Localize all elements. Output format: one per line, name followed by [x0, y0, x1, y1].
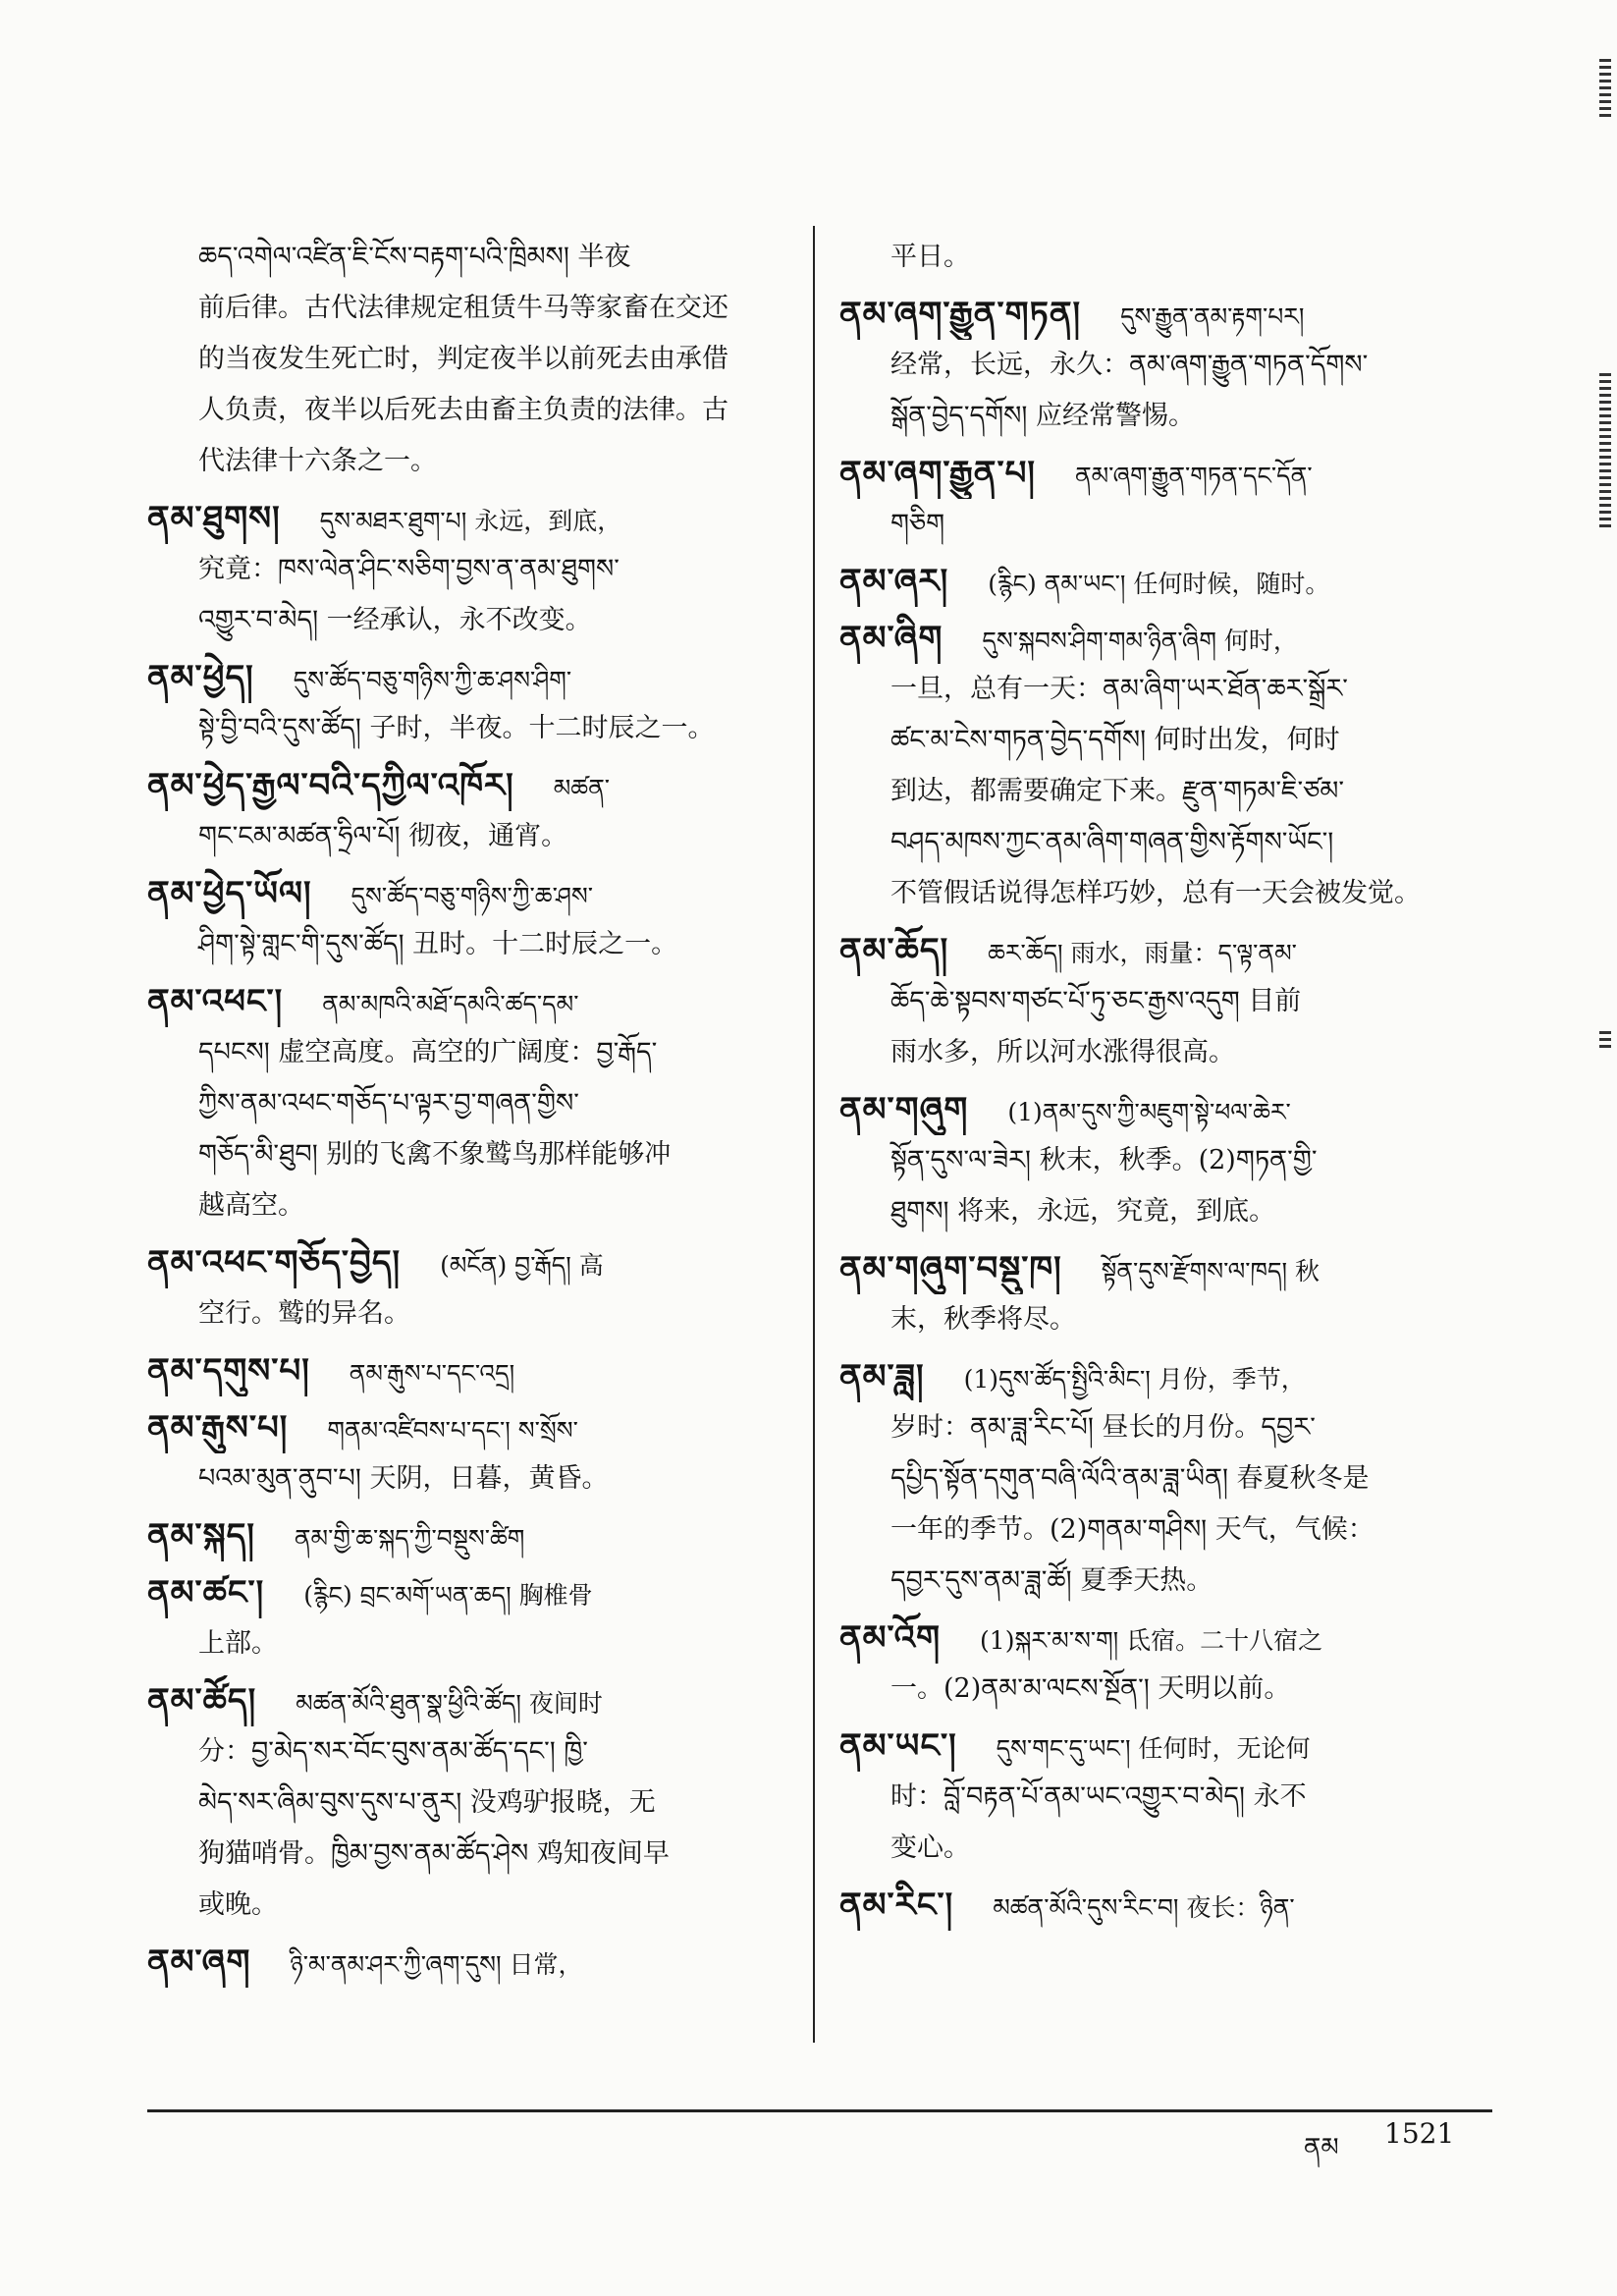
- entry-line: [147, 976, 795, 1027]
- definition-text: 变心。: [890, 1832, 970, 1863]
- entry-line: [147, 1180, 795, 1231]
- headword: ནམ་ཞར།: [839, 562, 949, 601]
- entry-line: [839, 1402, 1487, 1453]
- headword: ནམ་ཚང་།: [147, 1573, 265, 1613]
- definition-text: 一年的季节。(2)གནམ་གཤིས། 天气，气候：: [890, 1514, 1374, 1545]
- entry-line: [839, 1243, 1487, 1294]
- headword: ནམ་ཆོད།: [839, 931, 949, 970]
- entry-line: [839, 1556, 1487, 1607]
- definition-text: བཤད་མཁས་ཀྱང་ནམ་ཞིག་གཞན་གྱིས་རྟོགས་ཡོང་།: [890, 827, 1334, 857]
- headword: ནམ་ཞག་རྒྱུན་གཏན།: [839, 295, 1082, 334]
- definition-text: 上部。: [198, 1628, 278, 1659]
- entry-line: [839, 391, 1487, 442]
- entry-line: [147, 232, 795, 283]
- scan-edge-mark: [1599, 59, 1611, 118]
- definition-text: ཆོད་ཆེ་སྟབས་གཙང་པོ་ཏུ་ཅང་རྒྱས་འདུག 目前: [890, 986, 1302, 1016]
- entry-line: [839, 766, 1487, 817]
- running-head-word: ནམ: [1304, 2133, 1339, 2162]
- definition-text: ཚང་མ་ངེས་གཏན་བྱེད་དགོས། 何时出发，何时: [890, 725, 1340, 755]
- entry-line: [839, 340, 1487, 391]
- entry-line: [147, 1510, 795, 1561]
- definition-text: གཅིག: [890, 509, 945, 539]
- dictionary-entry: [839, 289, 1487, 442]
- definition-text: དུས་ཚོད་བཅུ་གཉིས་ཀྱི་ཆ་ཤས་: [350, 882, 593, 910]
- definition-text: 经常，长远，永久：ནམ་ཞག་རྒྱུན་གཏན་དོགས་: [890, 350, 1369, 380]
- headword: ནམ་ཞིག: [839, 619, 943, 658]
- definition-text: ཉི་མ་ནམ་ཤར་ཀྱི་ཞག་དུས། 日常，: [290, 1950, 583, 1979]
- entry-line: [147, 1777, 795, 1829]
- headword: ནམ་ཕྱེད་རྒྱལ་བའི་དཀྱིལ་འཁོར།: [147, 766, 514, 805]
- entry-line: [839, 664, 1487, 715]
- entry-line: [147, 334, 795, 385]
- headword: ནམ་རྒུས་པ།: [147, 1408, 289, 1448]
- entry-line: [147, 652, 795, 703]
- definition-text: 时：བློ་བརྟན་པོ་ནམ་ཡང་འགྱུར་བ་མེད། 永不: [890, 1781, 1307, 1812]
- definition-text: (མངོན) བྱ་རྒོད། 高: [440, 1251, 604, 1280]
- definition-text: 一旦，总有一天：ནམ་ཞིག་ཡར་ཐོན་ཆར་སྒྲོར་: [890, 674, 1348, 704]
- definition-text: དཔྱིད་སྟོན་དགུན་བཞི་ལོའི་ནམ་ཟླ་ཡིན། 春夏秋冬是: [890, 1463, 1370, 1494]
- definition-text: པའམ་མུན་ནུབ་པ། 天阴，日暮，黄昏。: [198, 1463, 609, 1494]
- entry-line: [839, 556, 1487, 607]
- definition-text: ཆར་ཆོད། 雨水，雨量：ད་ལྟ་ནམ་: [988, 939, 1297, 967]
- entry-line: [839, 1453, 1487, 1504]
- entry-line: [839, 1504, 1487, 1556]
- entry-line: [839, 1294, 1487, 1345]
- entry-line: [147, 1129, 795, 1180]
- definition-text: 前后律。古代法律规定租赁牛马等家畜在交还: [198, 293, 728, 323]
- headword: ནམ་འོག: [839, 1618, 942, 1658]
- entry-line: [147, 1726, 795, 1777]
- headword: ནམ་ཡང་།: [839, 1726, 957, 1766]
- entry-line: [839, 817, 1487, 868]
- definition-text: 末，秋季将尽。: [890, 1304, 1076, 1335]
- entry-line: [147, 1880, 795, 1931]
- entry-line: [147, 544, 795, 595]
- entry-line: [839, 1027, 1487, 1078]
- entry-line: [839, 1721, 1487, 1772]
- headword: ནམ་ཞག་རྒྱུན་པ།: [839, 454, 1036, 493]
- definition-text: འགྱུར་བ་མེད། 一经承认，永不改变。: [198, 605, 592, 635]
- entry-line: [147, 760, 795, 811]
- entry-line: [839, 448, 1487, 499]
- headword: ནམ་འཕང་གཅོད་བྱེད།: [147, 1243, 402, 1283]
- entry-line: [839, 1880, 1487, 1931]
- definition-text: 狗猫哨骨。ཁྱིམ་བྱས་ནམ་ཚོད་ཤེས 鸡知夜间早: [198, 1838, 670, 1869]
- dictionary-entry: [147, 1345, 795, 1396]
- definition-text: དུས་ཚོད་བཅུ་གཉིས་ཀྱི་ཆ་ཤས་ཤིག་: [293, 666, 572, 694]
- entry-line: [147, 493, 795, 544]
- entry-line: [147, 385, 795, 436]
- definition-text: 平日。: [890, 242, 970, 272]
- definition-text: 一。(2)ནམ་མ་ལངས་སྔོན་། 天明以前。: [890, 1673, 1291, 1704]
- dictionary-entry: [147, 1510, 795, 1561]
- definition-text: དུས་སྐབས་ཤིག་གམ་ཉིན་ཞིག 何时，: [982, 627, 1298, 655]
- dictionary-entry: [839, 1880, 1487, 1931]
- dictionary-entry: [147, 976, 795, 1231]
- definition-text: སྟེ་བྱི་བའི་དུས་ཚོད། 子时，半夜。十二时辰之一。: [198, 713, 715, 743]
- dictionary-entry: [839, 232, 1487, 283]
- definition-text: མཚན་མོའི་དུས་རིང་བ། 夜长：ཉིན་: [993, 1893, 1295, 1922]
- definition-text: ཐུགས། 将来，永远，究竟，到底。: [890, 1196, 1276, 1227]
- left-column: [147, 226, 795, 1988]
- definition-text: 人负责，夜半以后死去由畜主负责的法律。古: [198, 395, 728, 425]
- dictionary-entry: [147, 493, 795, 646]
- definition-text: 不管假话说得怎样巧妙，总有一天会被发觉。: [890, 878, 1421, 908]
- definition-text: དུས་རྒྱུན་ནམ་རྟག་པར།: [1120, 302, 1305, 331]
- footer-rule: [147, 2109, 1492, 2112]
- headword: ནམ་གཞུག: [839, 1090, 969, 1129]
- definition-text: མེད་སར་ཞིམ་བུས་དུས་པ་ནུར། 没鸡驴报晓，无: [198, 1787, 656, 1818]
- headword: ནམ་ཚོད།: [147, 1681, 257, 1721]
- definition-text: མཚན་: [553, 774, 611, 802]
- entry-line: [839, 1772, 1487, 1823]
- entry-line: [147, 919, 795, 970]
- headword: ནམ་ཞག: [147, 1942, 251, 1982]
- definition-text: 究竟：ཁས་ལེན་ཤིང་སཅིག་བྱས་ན་ནམ་ཐུགས་: [198, 554, 620, 584]
- definition-text: 分：བྱ་མེད་སར་བོང་བུས་ནམ་ཚོད་དང་། ཁྱི་: [198, 1736, 588, 1767]
- entry-line: [839, 499, 1487, 550]
- entry-line: [147, 703, 795, 754]
- entry-line: [147, 1618, 795, 1669]
- scan-edge-mark: [1599, 373, 1611, 530]
- headword: ནམ་རིང་།: [839, 1886, 954, 1925]
- definition-text: ཆད་འགེལ་འཛིན་ཇི་ངོས་བརྟག་པའི་ཁྲིམས། 半夜: [198, 242, 631, 272]
- definition-text: 岁时：ནམ་ཟླ་རིང་པོ། 昼长的月份。དབྱར་: [890, 1412, 1316, 1443]
- entry-line: [839, 976, 1487, 1027]
- definition-text: 代法律十六条之一。: [198, 446, 437, 476]
- dictionary-entry: [839, 925, 1487, 1078]
- dictionary-entry: [147, 1937, 795, 1988]
- entry-line: [839, 232, 1487, 283]
- dictionary-entry: [147, 1237, 795, 1339]
- entry-line: [147, 868, 795, 919]
- dictionary-entry: [839, 1243, 1487, 1345]
- entry-line: [147, 1402, 795, 1453]
- entry-line: [839, 925, 1487, 976]
- headword: ནམ་ཕྱེད་ཡོལ།: [147, 874, 312, 913]
- definition-text: 雨水多，所以河水涨得很高。: [890, 1037, 1235, 1067]
- headword: ནམ་སྐད།: [147, 1516, 255, 1556]
- definition-text: སྒོན་བྱེད་དགོས། 应经常警惕。: [890, 401, 1195, 431]
- scan-edge-mark: [1599, 1031, 1611, 1051]
- dictionary-entry: [147, 868, 795, 970]
- definition-text: (1)དུས་ཚོད་སྤྱིའི་མིང་། 月份，季节，: [963, 1365, 1306, 1394]
- entry-line: [839, 289, 1487, 340]
- definition-text: དབྱར་དུས་ནམ་ཟླ་ཚོ། 夏季天热。: [890, 1565, 1213, 1596]
- entry-line: [147, 595, 795, 646]
- dictionary-entry: [839, 1351, 1487, 1607]
- entry-line: [147, 811, 795, 862]
- definition-text: (རྙིང) བྲང་མགོ་ཡན་ཆད། 胸椎骨: [303, 1581, 593, 1610]
- entry-line: [147, 1567, 795, 1618]
- dictionary-entry: [147, 760, 795, 862]
- definition-text: གཅོད་མི་ཐུབ། 别的飞禽不象鹫鸟那样能够冲: [198, 1139, 672, 1170]
- definition-text: དུས་མཐར་ཐུག་པ། 永远，到底，: [319, 507, 622, 535]
- entry-line: [839, 1351, 1487, 1402]
- entry-line: [839, 868, 1487, 919]
- headword: ནམ་དགུས་པ།: [147, 1351, 310, 1391]
- dictionary-entry: [147, 652, 795, 754]
- headword: ནམ་གཞུག་བསྡུ་ཁ།: [839, 1249, 1062, 1288]
- definition-text: གང་ངམ་མཚན་ཧྲིལ་པོ། 彻夜，通宵。: [198, 821, 568, 851]
- dictionary-entry: [839, 556, 1487, 607]
- entry-line: [147, 436, 795, 487]
- entry-line: [839, 1664, 1487, 1715]
- definition-text: (1)སྐར་མ་ས་ག། 氐宿。二十八宿之: [980, 1626, 1323, 1655]
- headword: ནམ་ཟླ།: [839, 1357, 925, 1396]
- dictionary-entry: [839, 1721, 1487, 1874]
- entry-line: [147, 1829, 795, 1880]
- definition-text: མཚན་མོའི་ཐུན་སྣ་ཕྱིའི་ཚོད། 夜间时: [296, 1689, 603, 1718]
- definition-text: 或晚。: [198, 1889, 278, 1920]
- entry-line: [147, 283, 795, 334]
- entry-line: [147, 1078, 795, 1129]
- definition-text: སྟོན་དུས་ལ་ཟེར། 秋末，秋季。(2)གཏན་གྱི་: [890, 1145, 1318, 1175]
- definition-text: 到达，都需要确定下来。རྫུན་གཏམ་ཇི་ཙམ་: [890, 776, 1344, 806]
- entry-line: [839, 1613, 1487, 1664]
- entry-line: [839, 1135, 1487, 1186]
- dictionary-entry: [147, 1675, 795, 1931]
- entry-line: [147, 1345, 795, 1396]
- entry-line: [839, 715, 1487, 766]
- headword: ནམ་ཕྱེད།: [147, 658, 254, 697]
- entry-line: [147, 1937, 795, 1988]
- definition-text: ཀྱིས་ནམ་འཕང་གཅོད་པ་ལྟར་བྱ་གཞན་གྱིས་: [198, 1088, 579, 1119]
- dictionary-entry: [147, 232, 795, 487]
- definition-text: 空行。鹫的异名。: [198, 1298, 410, 1329]
- column-divider: [813, 226, 815, 2043]
- entry-line: [839, 1823, 1487, 1874]
- definition-text: (1)ནམ་དུས་ཀྱི་མཇུག་སྟེ་ཕལ་ཆེར་: [1007, 1098, 1291, 1126]
- dictionary-entry: [147, 1567, 795, 1669]
- definition-text: ཤིག་སྟེ་གླང་གི་དུས་ཚོད། 丑时。十二时辰之一。: [198, 929, 678, 959]
- definition-text: ནམ་ཞག་རྒྱུན་གཏན་དང་དོན་: [1074, 462, 1313, 490]
- entry-line: [147, 1453, 795, 1504]
- definition-text: 的当夜发生死亡时，判定夜半以前死去由承借: [198, 344, 728, 374]
- definition-text: (རྙིང) ནམ་ཡང་། 任何时候，随时。: [988, 570, 1330, 598]
- entry-line: [147, 1675, 795, 1726]
- right-column: [839, 226, 1487, 1931]
- headword: ནམ་འཕང་།: [147, 982, 284, 1021]
- entry-line: [147, 1288, 795, 1339]
- headword: ནམ་ཐུགས།: [147, 499, 281, 538]
- dictionary-entry: [147, 1402, 795, 1504]
- definition-text: གནམ་འཛིབས་པ་དང་། ས་སྲོས་: [327, 1416, 578, 1445]
- entry-line: [839, 613, 1487, 664]
- dictionary-entry: [839, 1084, 1487, 1237]
- definition-text: སྟོན་དུས་རྫོགས་ལ་ཁད། 秋: [1101, 1257, 1321, 1285]
- definition-text: ནམ་མཁའི་མཐོ་དམའི་ཚད་དམ་: [322, 990, 579, 1018]
- page-number: 1521: [1384, 2117, 1455, 2150]
- definition-text: དཔངས། 虚空高度。高空的广阔度：བྱ་རྒོད་: [198, 1037, 658, 1067]
- dictionary-entry: [839, 613, 1487, 919]
- dictionary-entry: [839, 448, 1487, 550]
- definition-text: ནམ་རྒུས་པ་དང་འདྲ།: [349, 1359, 515, 1388]
- entry-line: [839, 1084, 1487, 1135]
- entry-line: [839, 1186, 1487, 1237]
- definition-text: 越高空。: [198, 1190, 304, 1221]
- definition-text: ནམ་གྱི་ཆ་སྐད་ཀྱི་བསྡུས་ཚིག: [294, 1524, 525, 1553]
- dictionary-entry: [839, 1613, 1487, 1715]
- entry-line: [147, 1027, 795, 1078]
- entry-line: [147, 1237, 795, 1288]
- definition-text: དུས་གང་དུ་ཡང་། 任何时，无论何: [996, 1734, 1311, 1763]
